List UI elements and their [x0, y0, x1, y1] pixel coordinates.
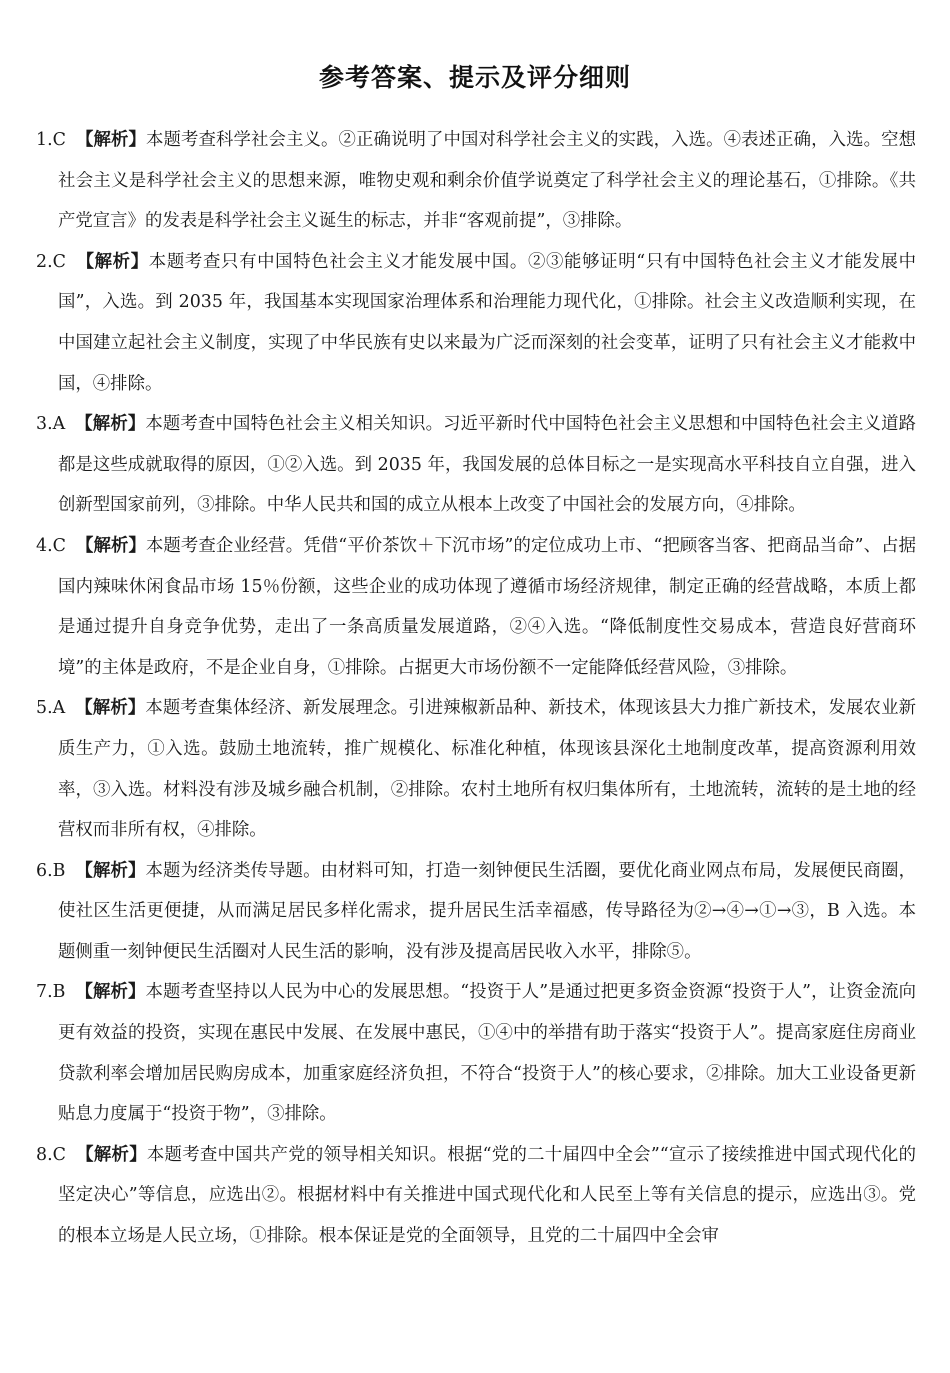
item-number: 2.	[36, 251, 53, 272]
answer-item-5	[36, 688, 916, 850]
item-analysis-tag: 【解析】	[75, 982, 146, 1003]
answer-item-2	[36, 242, 916, 404]
item-answer: B	[52, 860, 66, 881]
answer-item-7	[36, 972, 916, 1134]
answer-item-3	[36, 404, 916, 526]
item-analysis-text: 本题考查只有中国特色社会主义才能发展中国。②③能够证明“只有中国特色社会主义才能发展中国”，入选。到 2035 年，我国基本实现国家治理体系和治理能力现代化，①排除。社会主义改造顺利实现，在中国建立起社会主义制度，实现了中华民族有史以来最为广泛而深刻的社会变革，证明了只有社会主义才能救中国，④排除。	[58, 251, 916, 394]
item-analysis-text: 本题考查科学社会主义。②正确说明了中国对科学社会主义的实践，入选。④表述正确，入选。空想社会主义是科学社会主义的思想来源，唯物史观和剩余价值学说奠定了科学社会主义的理论基石，①排除。《共产党宣言》的发表是科学社会主义诞生的标志，并非“客观前提”，③排除。	[58, 130, 916, 232]
item-answer: C	[52, 1144, 66, 1165]
page-title: 参考答案、提示及评分细则	[318, 63, 631, 92]
item-number: 7.	[36, 982, 53, 1003]
item-analysis-text: 本题考查中国特色社会主义相关知识。习近平新时代中国特色社会主义思想和中国特色社会主义道路都是这些成就取得的原因，①②入选。到 2035 年，我国发展的总体目标之一是实现高水平科技自立自强，进入创新型国家前列，③排除。中华人民共和国的成立从根本上改变了中国社会的发展方向，④排除。	[58, 414, 916, 516]
item-analysis-text: 本题为经济类传导题。由材料可知，打造一刻钟便民生活圈，要优化商业网点布局，发展便民商圈，使社区生活更便捷，从而满足居民多样化需求，提升居民生活幸福感，传导路径为②→④→①→③，B 入选。本题侧重一刻钟便民生活圈对人民生活的影响，没有涉及提高居民收入水平，排除⑤。	[58, 860, 916, 962]
item-number: 8.	[36, 1144, 53, 1165]
item-answer: C	[52, 130, 66, 150]
item-analysis-text: 本题考查集体经济、新发展理念。引进辣椒新品种、新技术，体现该县大力推广新技术，发展农业新质生产力，①入选。鼓励土地流转，推广规模化、标准化种植，体现该县深化土地制度改革，提高资源利用效率，③入选。材料没有涉及城乡融合机制，②排除。农村土地所有权归集体所有，土地流转，流转的是土地的经营权而非所有权，④排除。	[58, 698, 916, 841]
item-number: 3.	[36, 414, 53, 435]
item-analysis-tag: 【解析】	[75, 535, 146, 556]
answer-item-8	[36, 1135, 916, 1257]
item-number: 4.	[36, 535, 53, 556]
item-number: 1.	[36, 130, 53, 150]
item-analysis-tag: 【解析】	[75, 130, 147, 150]
item-analysis-text: 本题考查企业经营。凭借“平价茶饮＋下沉市场”的定位成功上市、“把顾客当客、把商品当命”、占据国内辣味休闲食品市场 15％份额，这些企业的成功体现了遵循市场经济规律，制定正确的经营战略，本质上都是通过提升自身竞争优势，走出了一条高质量发展道路，②④入选。“降低制度性交易成本，营造良好营商环境”的主体是政府，不是企业自身，①排除。占据更大市场份额不一定能降低经营风险，③排除。	[58, 535, 916, 678]
item-answer: C	[52, 251, 66, 272]
page-cutoff-mask	[0, 1296, 950, 1373]
item-analysis-tag: 【解析】	[75, 414, 146, 435]
item-analysis-tag: 【解析】	[75, 698, 146, 719]
item-analysis-tag: 【解析】	[75, 860, 146, 881]
item-analysis-tag: 【解析】	[75, 1144, 147, 1165]
item-analysis-tag: 【解析】	[75, 251, 149, 272]
item-answer: C	[52, 535, 66, 556]
item-answer: A	[52, 414, 66, 435]
answer-item-1	[36, 120, 916, 242]
item-answer: A	[52, 698, 66, 719]
item-analysis-text: 本题考查中国共产党的领导相关知识。根据“党的二十届四中全会”“宣示了接续推进中国式现代化的坚定决心”等信息，应选出②。根据材料中有关推进中国式现代化和人民至上等有关信息的提示，应选出③。党的根本立场是人民立场，①排除。根本保证是党的全面领导，且党的二十届四中全会审	[58, 1144, 916, 1247]
item-number: 6.	[36, 860, 53, 881]
answer-item-6	[36, 851, 916, 973]
item-answer: B	[52, 982, 66, 1003]
item-analysis-text: 本题考查坚持以人民为中心的发展思想。“投资于人”是通过把更多资金资源“投资于人”，让资金流向更有效益的投资，实现在惠民中发展、在发展中惠民，①④中的举措有助于落实“投资于人”。提高家庭住房商业贷款利率会增加居民购房成本，加重家庭经济负担，不符合“投资于人”的核心要求，②排除。加大工业设备更新贴息力度属于“投资于物”，③排除。	[58, 982, 916, 1125]
item-number: 5.	[36, 698, 53, 719]
answer-item-4	[36, 526, 916, 688]
answer-list	[36, 120, 916, 1257]
